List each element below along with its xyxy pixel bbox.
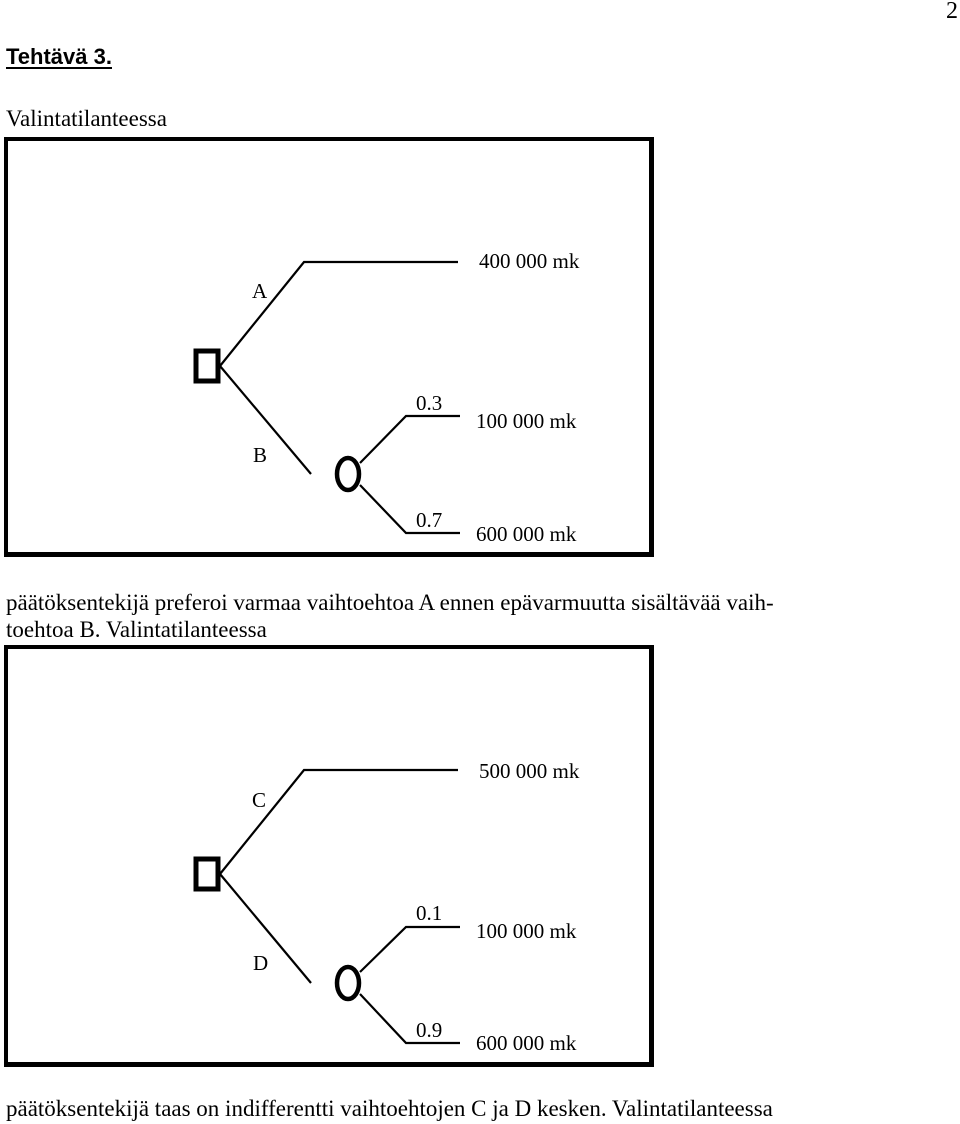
branch-low-line <box>360 416 460 463</box>
probability-low-label: 0.1 <box>416 901 443 925</box>
outcome-low-label: 100 000 mk <box>476 409 577 433</box>
paragraph-2: päätöksentekijä taas on indifferentti vaihtoehtojen C ja D kesken. Valintatilanteessa <box>6 1096 773 1121</box>
branch-low-line <box>360 927 460 972</box>
branch-high-line <box>360 485 460 533</box>
decision-tree-2-diagram <box>8 649 658 1071</box>
decision-node-square <box>196 351 218 381</box>
branch-c-line <box>220 770 458 874</box>
branch-high-line <box>360 994 460 1043</box>
outcome-high-label: 600 000 mk <box>476 522 577 546</box>
decision-tree-2 <box>4 645 654 1067</box>
branch-a-line <box>220 262 458 366</box>
page-number: 2 <box>946 0 958 24</box>
paragraph-1-line-2: toehtoa B. Valintatilanteessa <box>6 617 267 642</box>
probability-high-label: 0.9 <box>416 1018 443 1042</box>
paragraph-1-line-1: päätöksentekijä preferoi varmaa vaihtoehtoa A ennen epävarmuutta sisältävää vaih- <box>6 590 774 615</box>
outcome-c-label: 500 000 mk <box>479 759 580 783</box>
option-c-label: C <box>252 788 267 812</box>
outcome-a-label: 400 000 mk <box>479 249 580 273</box>
probability-low-label: 0.3 <box>416 391 443 415</box>
option-a-label: A <box>252 279 268 303</box>
option-b-label: B <box>253 443 268 467</box>
chance-node-circle <box>337 458 359 490</box>
decision-tree-1 <box>4 137 654 557</box>
option-d-label: D <box>253 951 269 975</box>
probability-high-label: 0.7 <box>416 508 443 532</box>
chance-node-circle <box>337 967 359 999</box>
intro-text: Valintatilanteessa <box>6 106 167 131</box>
exercise-title: Tehtävä 3. <box>6 44 112 69</box>
decision-node-square <box>196 859 218 889</box>
decision-tree-1-diagram <box>8 141 658 561</box>
outcome-low-label: 100 000 mk <box>476 919 577 943</box>
outcome-high-label: 600 000 mk <box>476 1031 577 1055</box>
